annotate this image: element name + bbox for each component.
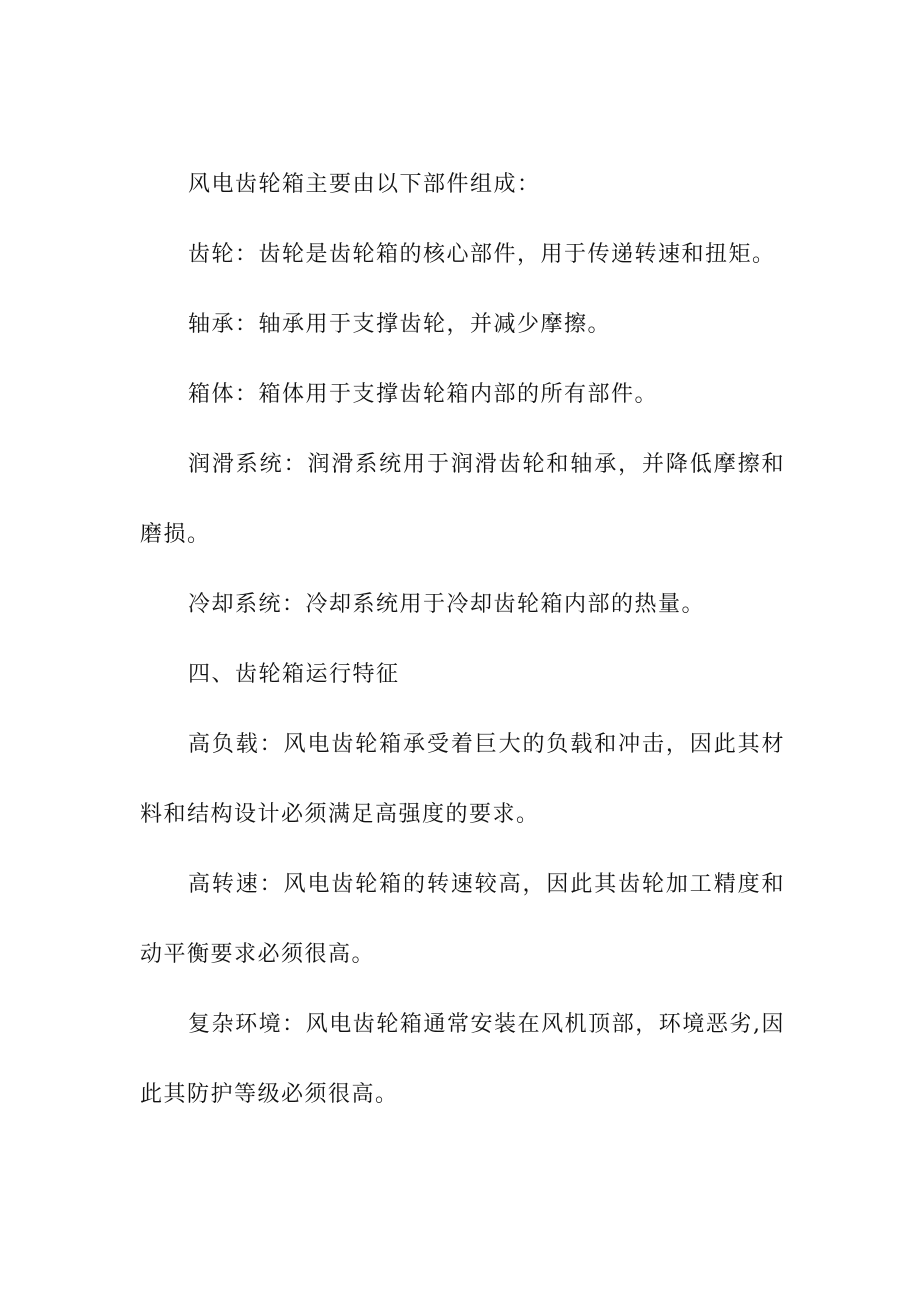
housing-paragraph: 箱体：箱体用于支撑齿轮箱内部的所有部件。: [188, 382, 659, 407]
document-body: [140, 150, 785, 1130]
section-heading: 四、齿轮箱运行特征: [188, 662, 400, 687]
lubrication-paragraph: 润滑系统：润滑系统用于润滑齿轮和轴承，并降低摩擦和磨损。: [140, 452, 785, 547]
cooling-paragraph: 冷却系统：冷却系统用于冷却齿轮箱内部的热量。: [188, 592, 706, 617]
high-load-paragraph: 高负载：风电齿轮箱承受着巨大的负载和冲击，因此其材料和结构设计必须满足高强度的要求。: [140, 732, 785, 827]
bearing-paragraph: 轴承：轴承用于支撑齿轮，并减少摩擦。: [188, 312, 612, 337]
high-speed-paragraph: 高转速：风电齿轮箱的转速较高，因此其齿轮加工精度和动平衡要求必须很高。: [140, 872, 785, 967]
intro-paragraph: 风电齿轮箱主要由以下部件组成：: [188, 172, 541, 197]
gear-paragraph: 齿轮：齿轮是齿轮箱的核心部件，用于传递转速和扭矩。: [188, 242, 776, 267]
complex-environment-paragraph: 复杂环境：风电齿轮箱通常安装在风机顶部，环境恶劣,因此其防护等级必须很高。: [140, 1012, 785, 1107]
